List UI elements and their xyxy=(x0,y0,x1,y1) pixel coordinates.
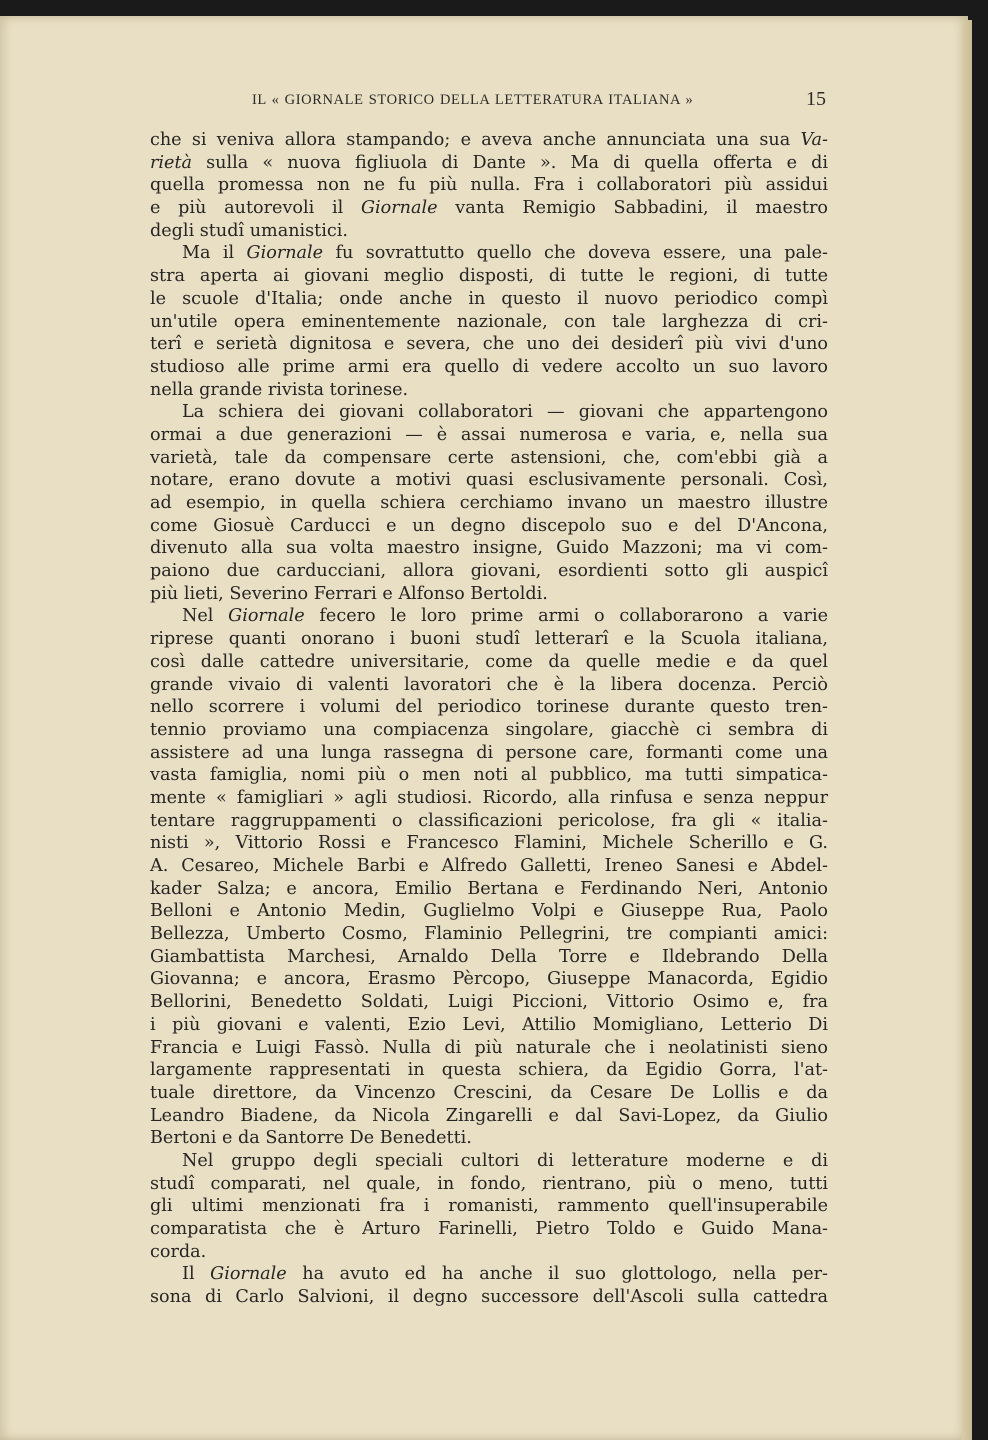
text-segment: Francia e Luigi Fassò. Nulla di più naturale che i neolatinisti sieno xyxy=(150,1037,828,1058)
text-segment: La schiera dei giovani collaboratori — giovani che appartengono xyxy=(182,402,828,423)
text-line xyxy=(150,537,828,560)
text-segment: stra aperta ai giovani meglio disposti, di tutte le regioni, di tutte xyxy=(150,266,828,287)
text-segment: Belloni e Antonio Medin, Guglielmo Volpi e Giuseppe Rua, Paolo xyxy=(150,901,828,922)
text-line xyxy=(150,674,828,697)
text-segment: ad esempio, in quella schiera cerchiamo invano un maestro illustre xyxy=(150,493,828,513)
text-segment: sona di Carlo Salvioni, il degno successore dell'Ascoli sulla cattedra xyxy=(150,1287,828,1308)
text-segment: studioso alle prime armi era quello di vedere accolto un suo lavoro xyxy=(150,356,828,377)
text-line xyxy=(150,1014,828,1037)
text-line xyxy=(150,515,828,538)
text-line xyxy=(150,560,828,583)
page-edge xyxy=(962,20,972,1440)
text-segment: sulla « nuova figliuola di Dante ». Ma di quella offerta e di xyxy=(192,152,828,173)
text-segment: Ma il xyxy=(182,243,247,264)
text-segment: Bellezza, Umberto Cosmo, Flaminio Pellegrini, tre compianti amici: xyxy=(150,924,828,945)
text-segment: un'utile opera eminentemente nazionale, con tale larghezza di cri- xyxy=(150,311,828,332)
italic-text: Va- xyxy=(800,130,828,150)
text-line xyxy=(150,900,828,923)
text-line xyxy=(150,401,828,424)
text-line xyxy=(150,1127,828,1150)
text-line xyxy=(150,1195,828,1218)
text-line xyxy=(150,288,828,311)
text-line xyxy=(150,1173,828,1196)
text-segment: Leandro Biadene, da Nicola Zingarelli e dal Savi-Lopez, da Giulio xyxy=(150,1105,828,1126)
text-line xyxy=(150,379,828,402)
text-line xyxy=(150,991,828,1014)
text-line xyxy=(150,923,828,946)
text-segment: tennio proviamo una compiacenza singolare, giacchè ci sembra di xyxy=(150,719,828,740)
text-line xyxy=(150,787,828,810)
text-line xyxy=(150,1263,828,1286)
text-segment: terî e serietà dignitosa e severa, che uno dei desiderî più vivi d'uno xyxy=(150,334,828,355)
text-segment: più lieti, Severino Ferrari e Alfonso Bertoldi. xyxy=(150,583,548,604)
text-line xyxy=(150,129,828,152)
text-segment: largamente rappresentati in questa schiera, da Egidio Gorra, l'at- xyxy=(150,1060,828,1081)
text-line xyxy=(150,628,828,651)
text-line xyxy=(150,1105,828,1128)
text-segment: gli ultimi menzionati fra i romanisti, rammento quell'insuperabile xyxy=(150,1196,828,1217)
text-line xyxy=(150,1241,828,1264)
text-line xyxy=(150,1218,828,1241)
text-line xyxy=(150,152,828,175)
italic-text: Giornale xyxy=(360,198,438,219)
text-segment: divenuto alla sua volta maestro insigne, Guido Mazzoni; ma vi com- xyxy=(150,538,828,559)
italic-text: rietà xyxy=(150,152,193,173)
text-segment: quella promessa non ne fu più nulla. Fra i collaboratori più assidui xyxy=(150,175,828,196)
text-line xyxy=(150,1286,828,1309)
text-segment: studî comparati, nel quale, in fondo, rientrano, più o meno, tutti xyxy=(150,1173,828,1194)
text-segment: assistere ad una lunga rassegna di persone care, formanti come una xyxy=(150,742,828,763)
text-line xyxy=(150,424,828,447)
text-line xyxy=(150,968,828,991)
italic-text: Giornale xyxy=(210,1264,287,1285)
text-segment: corda. xyxy=(150,1241,207,1262)
text-segment: tuale direttore, da Vincenzo Crescini, da Cesare De Lollis e da xyxy=(150,1082,828,1103)
text-line xyxy=(150,855,828,878)
text-line xyxy=(150,742,828,765)
text-line xyxy=(150,651,828,674)
italic-text: Giornale xyxy=(228,606,305,627)
text-segment: nello scorrere i volumi del periodico torinese durante questo tren- xyxy=(150,697,828,718)
text-segment: tentare raggruppamenti o classificazioni pericolose, fra gli « italia- xyxy=(150,810,828,831)
text-segment: nella grande rivista torinese. xyxy=(150,379,409,400)
italic-text: Giornale xyxy=(246,243,324,264)
text-segment: fecero le loro prime armi o collaborarono a varie xyxy=(304,606,829,627)
text-segment: e più autorevoli il xyxy=(150,198,361,219)
text-line xyxy=(150,810,828,833)
text-segment: Bellorini, Benedetto Soldati, Luigi Piccioni, Vittorio Osimo e, fra xyxy=(150,992,828,1013)
text-segment: A. Cesareo, Michele Barbi e Alfredo Galletti, Ireneo Sanesi e Abdel- xyxy=(150,856,828,876)
text-segment: mente « famigliari » agli studiosi. Ricordo, alla rinfusa e senza neppur xyxy=(150,787,828,808)
text-line xyxy=(150,265,828,288)
text-line xyxy=(150,1037,828,1060)
text-line xyxy=(150,469,828,492)
text-segment: Il xyxy=(182,1264,211,1285)
text-segment: Giambattista Marchesi, Arnaldo Della Torre e Ildebrando Della xyxy=(150,946,828,967)
text-segment: Giovanna; e ancora, Erasmo Pèrcopo, Giuseppe Manacorda, Egidio xyxy=(150,969,828,990)
text-segment: Nel xyxy=(182,606,229,627)
text-line xyxy=(150,447,828,470)
text-segment: le scuole d'Italia; onde anche in questo il nuovo periodico compì xyxy=(150,288,828,309)
text-line xyxy=(150,311,828,334)
text-segment: paiono due carducciani, allora giovani, esordienti sotto gli auspicî xyxy=(150,561,828,582)
text-line xyxy=(150,492,828,515)
text-line xyxy=(150,1150,828,1173)
text-segment: comparatista che è Arturo Farinelli, Pietro Toldo e Guido Mana- xyxy=(150,1219,828,1239)
text-line xyxy=(150,197,828,220)
text-line xyxy=(150,605,828,628)
text-line xyxy=(150,946,828,969)
body-text xyxy=(150,129,828,1309)
text-line xyxy=(150,764,828,787)
text-segment: nisti », Vittorio Rossi e Francesco Flamini, Michele Scherillo e G. xyxy=(150,833,828,854)
text-segment: kader Salza; e ancora, Emilio Bertana e Ferdinando Neri, Antonio xyxy=(150,878,828,899)
text-line xyxy=(150,333,828,356)
text-segment: Bertoni e da Santorre De Benedetti. xyxy=(150,1128,472,1149)
text-line xyxy=(150,220,828,243)
text-line xyxy=(150,719,828,742)
text-line xyxy=(150,696,828,719)
text-line xyxy=(150,356,828,379)
text-segment: fu sovrattutto quello che doveva essere, una pale- xyxy=(323,243,828,264)
text-segment: Nel gruppo degli speciali cultori di letterature moderne e di xyxy=(182,1150,828,1171)
text-segment: ormai a due generazioni — è assai numerosa e varia, e, nella sua xyxy=(150,424,828,445)
running-title: IL « GIORNALE STORICO DELLA LETTERATURA ITALIANA » xyxy=(252,92,694,108)
text-segment: ha avuto ed ha anche il suo glottologo, nella per- xyxy=(286,1264,829,1285)
text-segment: degli studî umanistici. xyxy=(150,220,348,241)
text-segment: così dalle cattedre universitarie, come da quelle medie e da quel xyxy=(150,651,828,672)
text-segment: varietà, tale da compensare certe astensioni, che, com'ebbi già a xyxy=(150,447,828,468)
text-line xyxy=(150,1082,828,1105)
text-segment: vasta famiglia, nomi più o men noti al pubblico, ma tutti simpatica- xyxy=(150,765,828,786)
page-number: 15 xyxy=(806,88,826,110)
text-line xyxy=(150,1059,828,1082)
text-line xyxy=(150,878,828,901)
text-segment: riprese quanti onorano i buoni studî letterarî e la Scuola italiana, xyxy=(150,629,828,650)
text-segment: come Giosuè Carducci e un degno discepolo suo e del D'Ancona, xyxy=(150,515,828,536)
text-segment: notare, erano dovute a motivi quasi esclusivamente personali. Così, xyxy=(150,470,828,491)
text-line xyxy=(150,174,828,197)
text-line xyxy=(150,242,828,265)
text-line xyxy=(150,832,828,855)
text-segment: vanta Remigio Sabbadini, il maestro xyxy=(437,198,828,219)
text-segment: grande vivaio di valenti lavoratori che è la libera docenza. Perciò xyxy=(150,674,828,695)
text-segment: che si veniva allora stampando; e aveva anche annunciata una sua xyxy=(150,130,801,150)
page-header xyxy=(150,88,830,116)
text-segment: i più giovani e valenti, Ezio Levi, Attilio Momigliano, Letterio Di xyxy=(150,1014,828,1035)
text-line xyxy=(150,583,828,606)
